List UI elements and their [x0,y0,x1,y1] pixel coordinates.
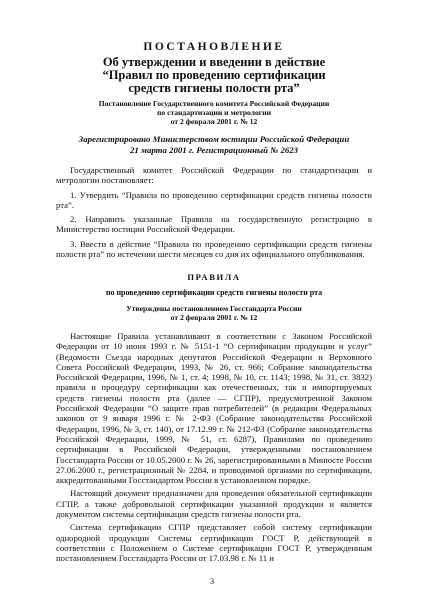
decree-header [56,41,372,53]
page-number: 3 [209,576,215,586]
decree-source-line: по стандартизации и метрологии [157,108,271,117]
registration-note [56,134,372,156]
decree-title-line: “Правил по проведению сертификации [102,68,326,82]
decree-heading: ПОСТАНОВЛЕНИЕ [143,41,285,53]
rules-paragraph: Настоящие Правила устанавливают в соответствии с Законом Российской Федерации от 10 июня 1993 г. № 5151-1 “О сертификации продукции и услуг” (Ведомости Съезда народных депутатов Российской Федерации и Верховного Совета Российской Федерации, 1993, № 26, ст. 966; Собрание законодательства Российской Федерации, 1996, № 1, ст. 4; 1998, № 10, ст. 1143; 1998, № 31, ст. 3832) правила и процедуру сертификации как отечественных, так и импортируемых средств гигиены полости рта (далее — СГПР), предусмотренной Законом Российской Федерации “О защите прав потребителей” (в редакции Федеральных законов от 9 января 1996 г. № 2-ФЗ (Собрание законодательства Российской Федерации, 1996, № 3, ст. 140), от 17.12.99 г. № 212-ФЗ (Собрание законодательства Российской Федерации, 1999, № 51, ст. 6287), Правилами по проведению сертификации в Российской Федерации, утвержденными постановлением Госстандарта России от 10.05.2000 г. № 26, зарегистрированными в Минюсте России 27.06.2000 г., регистрационный № 2284, и проводимой органами по сертификации, аккредитованными Госстандартом России в установленном порядке. [56,331,372,486]
decree-source [56,99,372,126]
rules-heading: ПРАВИЛА [187,272,241,282]
decree-item: 3. Ввести в действие “Правила по проведению сертификации средств гигиены полости рта” по истечении шести месяцев со дня их официального опубликования. [56,238,372,260]
decree-source-line: Постановление Государственного комитета Российской Федерации [98,99,330,108]
rules-body [56,331,372,564]
decree-item: 2. Направить указанные Правила на государственную регистрацию в Министерство юстиции Российской Федерации. [56,214,372,235]
registration-line: 21 марта 2001 г. Регистрационный № 2623 [129,145,299,155]
rules-subtitle: по проведению сертификации средств гигиены полости рта [105,288,323,297]
decree-item: 1. Утвердить “Правила по проведению сертификации средств гигиены полости рта”. [56,189,372,210]
rules-paragraph: Настоящий документ предназначен для проведения обязательной сертификации СГПР, а также добровольной сертификации указанной продукции и является документом системы сертификации средств гигиены полости рта. [56,488,372,520]
decree-source-line: от 2 февраля 2001 г. № 12 [170,117,258,126]
rules-paragraph: Система сертификации СГПР представляет собой систему сертификации однородной продукции Системы сертификации ГОСТ Р, действующей в соответствии с Положением о Системе сертификации ГОСТ Р, утвержденным постановлением Госстандарта России от 17.03.98 г. № 11 и [56,522,372,564]
decree-title-line: Об утверждении и введении в действие [102,55,326,69]
rules-subtitle-block [56,288,372,297]
decree-title [56,56,372,95]
decree-body [56,165,372,259]
rules-approval-line: от 2 февраля 2001 г. № 12 [170,313,258,322]
decree-title-line: средств гигиены полости рта” [128,81,300,95]
decree-preamble: Государственный комитет Российской Федерации по стандартизации и метрологии постановляет: [56,165,372,186]
rules-header [56,272,372,282]
rules-approval-line: Утверждены постановлением Госстандарта России [126,304,302,313]
rules-approval [56,304,372,322]
registration-line: Зарегистрировано Министерством юстиции Российской Федерации [78,134,350,144]
